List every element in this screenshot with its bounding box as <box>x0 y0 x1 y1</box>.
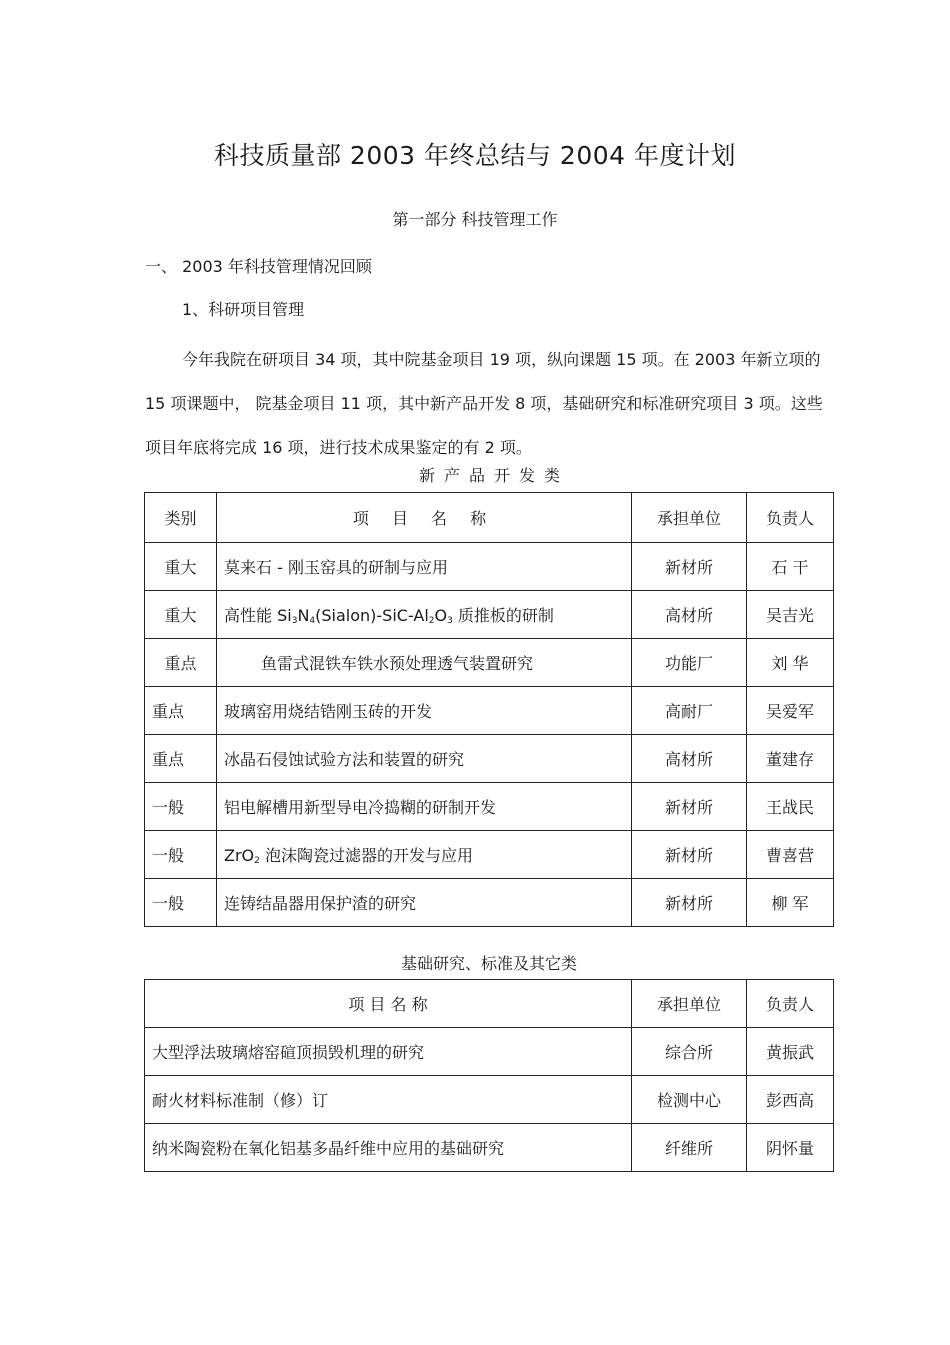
cell-unit: 高材所 <box>632 735 747 783</box>
cell-category: 一般 <box>145 831 217 879</box>
cell-name: 冰晶石侵蚀试验方法和装置的研究 <box>217 735 632 783</box>
cell-category: 重点 <box>145 639 217 687</box>
cell-category: 重大 <box>145 591 217 639</box>
cell-unit: 新材所 <box>632 879 747 927</box>
cell-name: 鱼雷式混铁车铁水预处理透气装置研究 <box>217 639 632 687</box>
cell-name: 玻璃窑用烧结锆刚玉砖的开发 <box>217 687 632 735</box>
cell-unit: 高材所 <box>632 591 747 639</box>
table-row <box>145 735 834 783</box>
table-row <box>145 831 834 879</box>
cell-unit: 新材所 <box>632 783 747 831</box>
cell-leader: 王战民 <box>747 783 834 831</box>
table-row <box>145 687 834 735</box>
table-row <box>145 879 834 927</box>
table-row <box>145 591 834 639</box>
subsection-heading: 1、科研项目管理 <box>182 300 305 319</box>
col-header-unit: 承担单位 <box>632 980 747 1028</box>
new-product-table <box>144 492 834 927</box>
cell-leader: 董建存 <box>747 735 834 783</box>
part-heading: 第一部分 科技管理工作 <box>392 210 558 229</box>
cell-leader: 阴怀量 <box>747 1124 834 1172</box>
cell-unit: 高耐厂 <box>632 687 747 735</box>
col-header-name: 项 目 名 称 <box>145 980 632 1028</box>
cell-unit: 功能厂 <box>632 639 747 687</box>
cell-leader: 石 干 <box>747 543 834 591</box>
table1-caption: 新产品开发类 <box>418 466 569 485</box>
table-row <box>145 639 834 687</box>
cell-name: 纳米陶瓷粉在氧化铝基多晶纤维中应用的基础研究 <box>145 1124 632 1172</box>
table-row <box>145 1028 834 1076</box>
cell-leader: 曹喜营 <box>747 831 834 879</box>
cell-leader: 柳 军 <box>747 879 834 927</box>
summary-paragraph: 今年我院在研项目 34 项，其中院基金项目 19 项，纵向课题 15 项。在 2003 年新立项的 15 项课题中， 院基金项目 11 项，其中新产品开发 8 项，基础研究和标准研究项目 3 项。这些项目年底将完成 16 项，进行技术成果鉴定的有 2 项。 <box>145 350 823 457</box>
cell-name: 耐火材料标准制（修）订 <box>145 1076 632 1124</box>
cell-unit: 纤维所 <box>632 1124 747 1172</box>
cell-unit: 新材所 <box>632 831 747 879</box>
cell-category: 重大 <box>145 543 217 591</box>
cell-name: 铝电解槽用新型导电冷捣糊的研制开发 <box>217 783 632 831</box>
cell-leader: 吴爱军 <box>747 687 834 735</box>
table-row <box>145 543 834 591</box>
basic-research-table <box>144 979 834 1172</box>
col-header-category: 类别 <box>145 493 217 543</box>
cell-unit: 综合所 <box>632 1028 747 1076</box>
cell-name: 莫来石 - 刚玉窑具的研制与应用 <box>217 543 632 591</box>
table-header-row <box>145 493 834 543</box>
table-row <box>145 783 834 831</box>
col-header-name: 项 目 名 称 <box>217 493 632 543</box>
document-title: 科技质量部 2003 年终总结与 2004 年度计划 <box>213 141 737 170</box>
cell-category: 重点 <box>145 687 217 735</box>
section-heading: 一、 2003 年科技管理情况回顾 <box>145 257 372 276</box>
cell-name: 连铸结晶器用保护渣的研究 <box>217 879 632 927</box>
col-header-leader: 负责人 <box>747 493 834 543</box>
cell-category: 一般 <box>145 783 217 831</box>
col-header-leader: 负责人 <box>747 980 834 1028</box>
col-header-unit: 承担单位 <box>632 493 747 543</box>
cell-leader: 吴吉光 <box>747 591 834 639</box>
table-header-row <box>145 980 834 1028</box>
cell-name: 大型浮法玻璃熔窑碹顶损毁机理的研究 <box>145 1028 632 1076</box>
table-row <box>145 1076 834 1124</box>
cell-unit: 检测中心 <box>632 1076 747 1124</box>
cell-leader: 彭西高 <box>747 1076 834 1124</box>
cell-name: 高性能 $Si_3N_4(Sialon)-SiC-Al_2O_3$ 质推板的研制 <box>217 591 632 639</box>
cell-name: ZrO$_2$ 泡沫陶瓷过滤器的开发与应用 <box>217 831 632 879</box>
table2-caption: 基础研究、标准及其它类 <box>400 954 577 973</box>
cell-leader: 刘 华 <box>747 639 834 687</box>
cell-category: 重点 <box>145 735 217 783</box>
table-row <box>145 1124 834 1172</box>
cell-unit: 新材所 <box>632 543 747 591</box>
cell-leader: 黄振武 <box>747 1028 834 1076</box>
cell-category: 一般 <box>145 879 217 927</box>
